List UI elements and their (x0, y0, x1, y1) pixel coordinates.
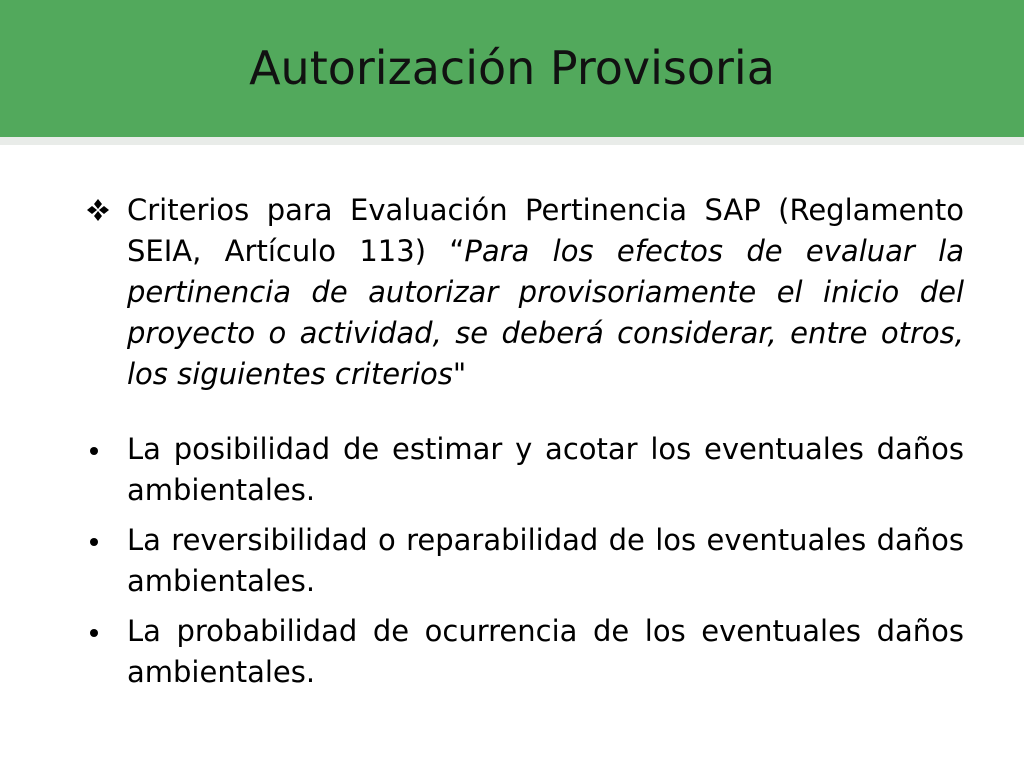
intro-lead-text: Criterios para Evaluación Pertinencia SAP (Reglamento SEIA, Artículo 113) “ (127, 193, 964, 268)
title-band (0, 0, 1024, 145)
bullet-text: La probabilidad de ocurrencia de los eventuales daños ambientales. (127, 614, 964, 689)
bullet-dot-icon (86, 429, 118, 470)
bullet-text: La reversibilidad o reparabilidad de los eventuales daños ambientales. (127, 523, 964, 598)
intro-paragraph (86, 190, 964, 395)
intro-closing-quote: " (452, 357, 467, 391)
bullet-text: La posibilidad de estimar y acotar los eventuales daños ambientales. (127, 432, 964, 507)
slide-body (86, 190, 964, 702)
bullet-dot-icon (86, 520, 118, 561)
title-band-stripe (0, 137, 1024, 145)
bullet-item (86, 520, 964, 602)
bullet-item (86, 429, 964, 511)
intro-italic-quote: Para los efectos de evaluar la pertinencia de autorizar provisoriamente el inicio del proyecto o actividad, se deberá considerar, entre otros, los siguientes criterios (127, 234, 964, 391)
bullet-dot-icon (86, 611, 118, 652)
bullet-item (86, 611, 964, 693)
slide-title: Autorización Provisoria (249, 41, 775, 95)
diamond-quad-bullet-icon (86, 190, 118, 231)
